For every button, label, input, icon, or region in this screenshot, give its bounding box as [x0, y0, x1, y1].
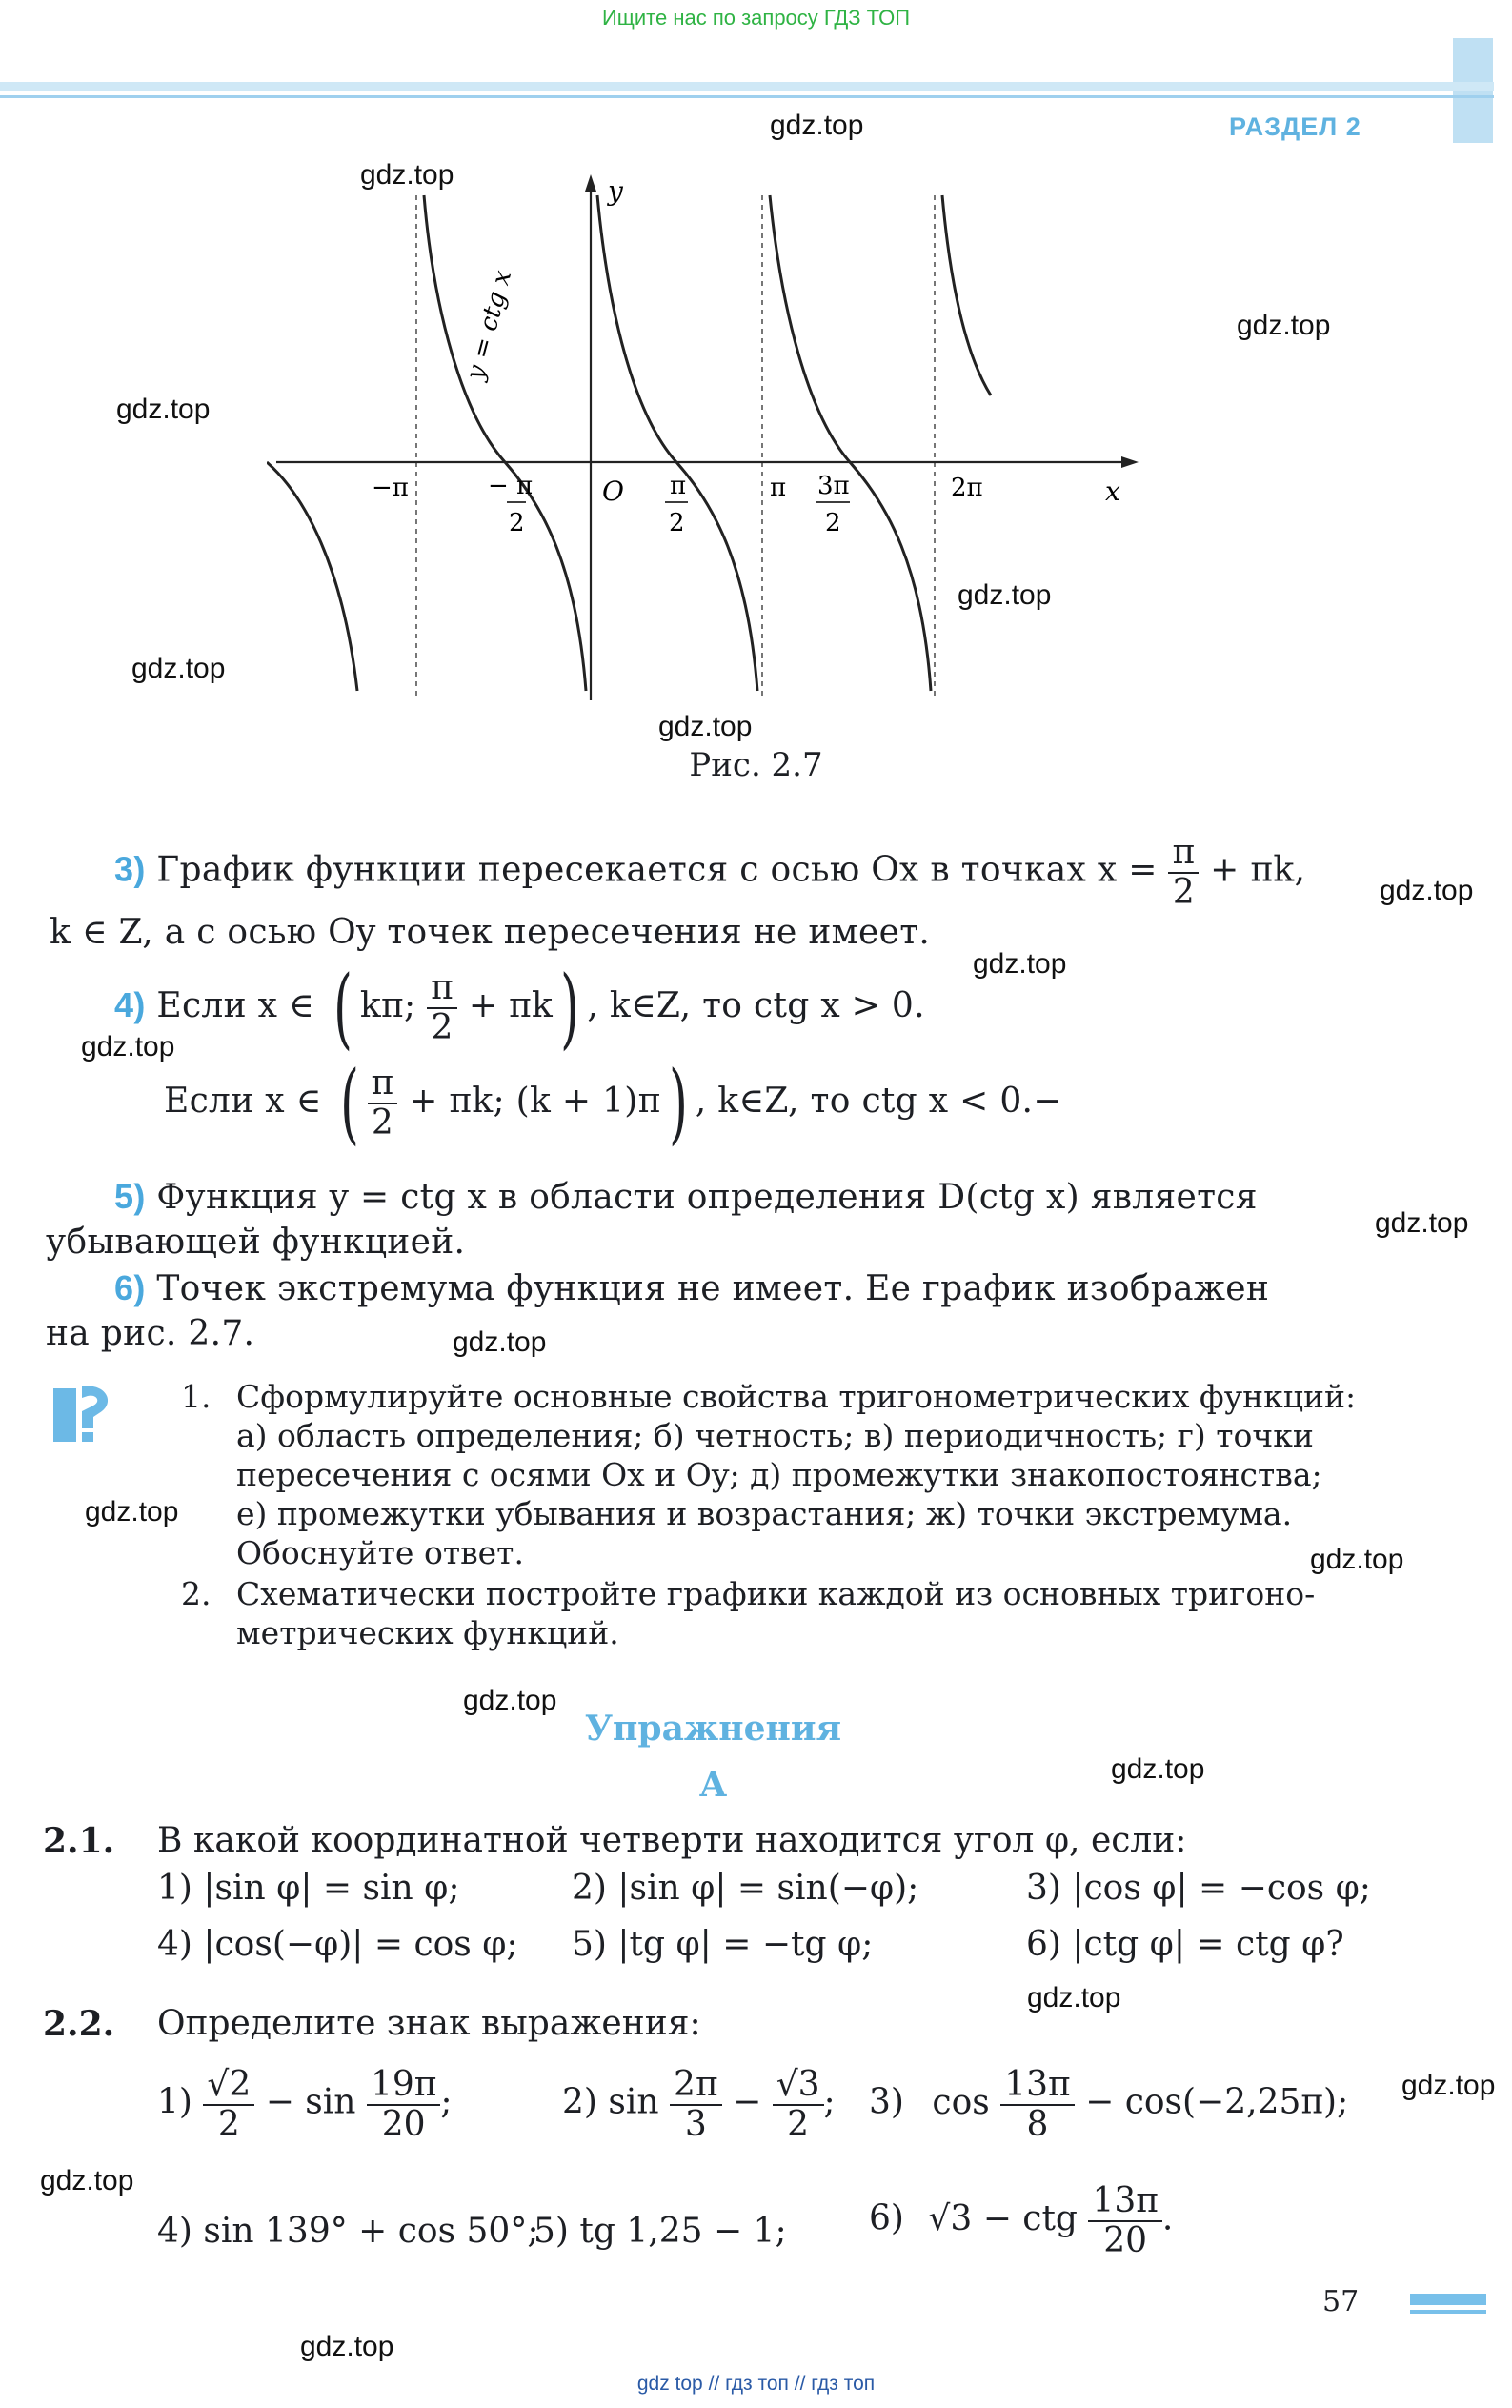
level-heading: А	[698, 1765, 728, 1805]
exercise-2-2-number: 2.2.	[43, 2004, 115, 2044]
branch-0	[267, 462, 357, 691]
question-icon	[50, 1379, 118, 1447]
watermark: gdz.top	[300, 2331, 394, 2362]
exercise-2-1-part-5: 5) |tg φ| = −tg φ;	[572, 1925, 874, 1964]
tick-2pi: 2π	[951, 474, 983, 502]
watermark: gdz.top	[85, 1496, 179, 1528]
curve-label: y = ctg x	[460, 267, 518, 383]
watermark: gdz.top	[1380, 875, 1474, 906]
paren-close: )	[560, 957, 580, 1059]
item-3-number: 3)	[114, 849, 146, 889]
item-4-inner-a: kπ;	[359, 986, 416, 1025]
branch-2	[597, 195, 757, 691]
item-4-post: , k∈Z, то ctg x > 0.	[587, 986, 925, 1025]
tick-3pi-half-den: 2	[825, 509, 841, 537]
item-4-pre-2: Если x ∈	[164, 1082, 322, 1121]
page-bar	[1410, 2294, 1486, 2305]
exercise-2-1-part-3: 3) |cos φ| = −cos φ;	[1026, 1869, 1371, 1908]
watermark: gdz.top	[1027, 1982, 1121, 2013]
item-3-text: График функции пересекается с осью Ox в точках x =	[156, 850, 1158, 890]
item-6-number: 6)	[114, 1268, 146, 1307]
x-axis-arrow	[1121, 456, 1139, 468]
y-axis-arrow	[585, 174, 596, 192]
exercise-2-2-text: Определите знак выражения:	[157, 2004, 701, 2043]
branch-3	[770, 195, 931, 691]
item-4-inner-b: + πk	[468, 986, 554, 1025]
exercise-2-2-part-1: 1) $\frac{√2}{2}$ − sin $\frac{19\pi}{20}$ ;	[157, 2065, 453, 2144]
watermark: gdz.top	[463, 1685, 557, 1716]
watermark: gdz.top	[360, 159, 454, 191]
figure-caption: Рис. 2.7	[689, 746, 823, 784]
watermark: gdz.top	[1401, 2070, 1496, 2101]
origin-label: O	[602, 476, 624, 507]
watermark: gdz.top	[1310, 1544, 1404, 1575]
watermark: gdz.top	[1375, 1207, 1469, 1239]
question-2-number: 2.	[181, 1575, 212, 1612]
cotangent-graph	[267, 167, 1143, 710]
exercise-2-1-part-6: 6) |ctg φ| = ctg φ?	[1026, 1925, 1344, 1964]
tick-pi: π	[770, 474, 787, 502]
top-search-link[interactable]: Ищите нас по запросу ГДЗ ТОП	[601, 6, 911, 30]
item-4-fraction: $\frac{\pi}{2}$	[427, 969, 457, 1046]
question-1-line-2: а) область определения; б) четность; в) периодичность; г) точки	[236, 1417, 1314, 1454]
item-4-number: 4)	[114, 985, 146, 1024]
tick-3pi-half-num: 3π	[817, 472, 850, 500]
item-5-number: 5)	[114, 1177, 146, 1216]
question-2-line-1: Схематически постройте графики каждой из основных тригоно-	[236, 1575, 1316, 1612]
tick-minus-pi-half-den: 2	[509, 509, 525, 537]
exercise-2-1-part-4: 4) |cos(−φ)| = cos φ;	[157, 1925, 518, 1964]
exercise-2-2-part-5: 5) tg 1,25 − 1;	[534, 2212, 787, 2251]
tick-pi-half-num: π	[670, 472, 687, 500]
watermark: gdz.top	[973, 948, 1067, 980]
watermark: gdz.top	[958, 579, 1052, 611]
watermark: gdz.top	[116, 394, 211, 425]
watermark: gdz.top	[453, 1326, 547, 1358]
section-label: РАЗДЕЛ 2	[1229, 112, 1361, 141]
exercise-2-1-part-1: 1) |sin φ| = sin φ;	[157, 1869, 460, 1908]
item-4-inner-2: + πk; (k + 1)π	[409, 1082, 661, 1121]
x-axis-label: x	[1105, 476, 1120, 507]
question-1-line-5: Обоснуйте ответ.	[236, 1534, 524, 1571]
question-2-line-2: метрических функций.	[236, 1614, 619, 1651]
item-5-line-2: убывающей функцией.	[46, 1223, 466, 1262]
item-4-line-2	[164, 1052, 1062, 1154]
exercise-2-2-part-2: 2) sin $\frac{2\pi}{3}$ − $\frac{√3}{2}$ ;	[562, 2065, 836, 2144]
y-axis-label: y	[608, 175, 623, 207]
paren-close-2: )	[668, 1052, 688, 1154]
watermark: gdz.top	[40, 2165, 134, 2196]
exercise-2-2-part-3: 3) cos $\frac{13\pi}{8}$ − cos(−2,25π);	[869, 2065, 1349, 2144]
branch-1	[424, 195, 586, 691]
watermark: gdz.top	[1111, 1753, 1205, 1785]
item-3-line-1	[114, 834, 1305, 911]
header-bar-line	[0, 95, 1494, 98]
question-1-line-1: Сформулируйте основные свойства тригонометрических функций:	[236, 1378, 1357, 1415]
item-3-fraction: $\frac{\pi}{2}$	[1168, 834, 1199, 911]
watermark: gdz.top	[1237, 310, 1331, 341]
exercise-2-2-part-4: 4) sin 139° + cos 50°;	[157, 2212, 539, 2251]
page-bar-line	[1410, 2310, 1486, 2314]
watermark: gdz.top	[131, 653, 226, 684]
tick-minus-pi-half-num: − π	[488, 472, 534, 500]
cotangent-branches	[267, 195, 991, 691]
question-1-line-3: пересечения с осями Ox и Oy; д) промежутки знакопостоянства;	[236, 1456, 1322, 1493]
watermark: gdz.top	[658, 711, 753, 742]
item-4-pre: Если x ∈	[156, 986, 314, 1025]
item-6-line-1	[114, 1265, 1269, 1312]
paren-open-2: (	[340, 1052, 360, 1154]
question-1-number: 1.	[181, 1378, 212, 1415]
item-5-text: Функция y = ctg x в области определения D(ctg x) является	[156, 1178, 1258, 1217]
bottom-links[interactable]: gdz top // гдз топ // гдз топ	[636, 2373, 876, 2395]
header-bar	[0, 82, 1494, 91]
tick-pi-half-den: 2	[669, 509, 685, 537]
item-4-fraction-2: $\frac{\pi}{2}$	[368, 1064, 398, 1142]
exercise-2-1-part-2: 2) |sin φ| = sin(−φ);	[572, 1869, 919, 1908]
item-3-line-2: k ∈ Z, а с осью Oy точек пересечения не имеет.	[50, 913, 931, 952]
page-number: 57	[1322, 2285, 1360, 2318]
item-4-post-2: , k∈Z, то ctg x < 0.−	[695, 1082, 1062, 1121]
exercises-heading: Упражнения	[584, 1709, 842, 1749]
branch-4	[942, 195, 991, 395]
watermark: gdz.top	[81, 1031, 175, 1062]
item-5-line-1	[114, 1174, 1258, 1221]
exercise-2-1-number: 2.1.	[43, 1821, 115, 1861]
item-6-text: Точек экстремума функция не имеет. Ее график изображен	[156, 1269, 1270, 1308]
watermark: gdz.top	[770, 110, 864, 141]
exercise-2-2-part-6: 6) √3 − ctg $\frac{13\pi}{20}$ .	[869, 2181, 1174, 2260]
tick-minus-pi: −π	[372, 474, 409, 502]
exercise-2-1-text: В какой координатной четверти находится угол φ, если:	[157, 1821, 1187, 1860]
item-6-line-2: на рис. 2.7.	[46, 1314, 255, 1353]
tick-labels	[372, 472, 983, 537]
paren-open: (	[333, 957, 353, 1059]
item-3-tail: + πk,	[1210, 850, 1306, 890]
question-1-line-4: е) промежутки убывания и возрастания; ж) точки экстремума.	[236, 1495, 1293, 1532]
